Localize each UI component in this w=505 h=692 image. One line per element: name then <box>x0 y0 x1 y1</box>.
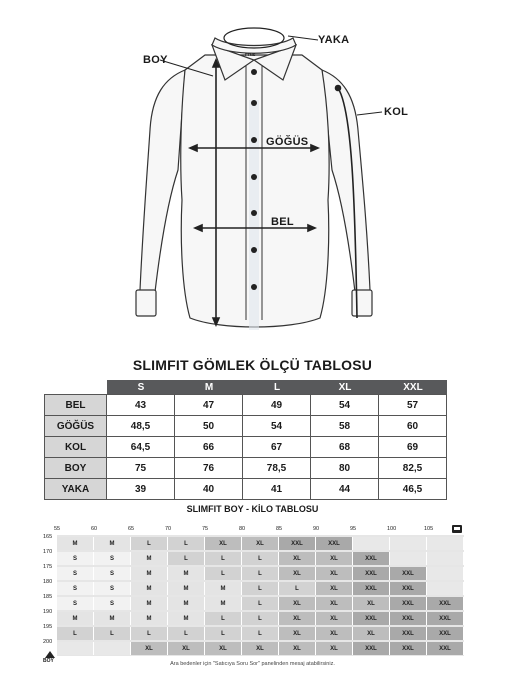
boy-kilo-cell: XXL <box>390 627 427 640</box>
boy-kilo-cell: XXL <box>390 567 427 580</box>
boy-kilo-cell: L <box>242 567 279 580</box>
size-value-cell: 57 <box>379 394 447 416</box>
size-value-cell: 76 <box>175 458 243 479</box>
boy-kilo-cell: XL <box>279 597 316 610</box>
boy-kilo-cell: XXL <box>427 597 464 610</box>
weight-label: 60 <box>91 526 98 532</box>
callout-boy: BOY <box>143 54 168 66</box>
boy-kilo-cell: L <box>242 597 279 610</box>
boy-kilo-cell: L <box>242 627 279 640</box>
boy-kilo-cell: XL <box>316 552 353 565</box>
boy-kilo-cell: XL <box>279 612 316 625</box>
boy-kilo-cell: XXL <box>390 582 427 595</box>
height-label: 200 <box>43 639 53 645</box>
size-value-cell: 75 <box>107 458 175 479</box>
boy-kilo-cell: XL <box>279 552 316 565</box>
boy-kilo-cell: XXL <box>353 642 390 655</box>
size-value-cell: 46,5 <box>379 479 447 500</box>
size-value-cell: 40 <box>175 479 243 500</box>
size-value-cell: 48,5 <box>107 416 175 437</box>
boy-kilo-cell: XXL <box>390 597 427 610</box>
size-header: S <box>107 380 175 394</box>
size-value-cell: 69 <box>379 437 447 458</box>
size-value-cell: 78,5 <box>243 458 311 479</box>
boy-kilo-cell: M <box>131 567 168 580</box>
size-value-cell: 43 <box>107 394 175 416</box>
boy-kilo-cell <box>390 552 427 565</box>
boy-kilo-cell: XXL <box>353 552 390 565</box>
boy-kilo-cell: M <box>131 612 168 625</box>
boy-kilo-cell <box>57 642 94 655</box>
weight-label: 90 <box>313 526 320 532</box>
boy-kilo-cell: S <box>94 567 131 580</box>
boy-kilo-cell: M <box>168 597 205 610</box>
boy-kilo-cell: XXL <box>427 642 464 655</box>
boy-kilo-cell: M <box>168 582 205 595</box>
size-table-row <box>44 394 447 416</box>
boy-kilo-cell: XL <box>168 642 205 655</box>
boy-kilo-cell: L <box>205 627 242 640</box>
row-label: BOY <box>44 458 107 479</box>
weight-label: 100 <box>387 526 397 532</box>
boy-kilo-cell: XL <box>353 597 390 610</box>
boy-kilo-cell: XL <box>131 642 168 655</box>
boy-kilo-cell: XXL <box>390 642 427 655</box>
boy-kilo-cell: XL <box>316 627 353 640</box>
weight-label: 70 <box>165 526 172 532</box>
boy-kilo-cell <box>353 537 390 550</box>
boy-kilo-cell: M <box>205 582 242 595</box>
boy-kilo-cell <box>427 567 464 580</box>
boy-kilo-cell: M <box>94 612 131 625</box>
boy-kilo-cell: XXL <box>427 627 464 640</box>
boy-kilo-cell: L <box>168 627 205 640</box>
boy-kilo-cell: S <box>57 567 94 580</box>
boy-kilo-cell: XL <box>316 612 353 625</box>
boy-kilo-cell: S <box>94 597 131 610</box>
boy-kilo-cell: L <box>131 537 168 550</box>
boy-kilo-cell: M <box>168 612 205 625</box>
boy-kilo-cell: M <box>168 567 205 580</box>
boy-kilo-cell: XL <box>242 642 279 655</box>
weight-label: 55 <box>54 526 61 532</box>
boy-kilo-cell: L <box>205 567 242 580</box>
weight-scale-icon <box>451 524 463 534</box>
boy-kilo-cell <box>427 552 464 565</box>
boy-kilo-cell: M <box>131 597 168 610</box>
height-label: 175 <box>43 564 53 570</box>
weight-label: 80 <box>239 526 246 532</box>
size-header: XL <box>311 380 379 394</box>
height-label: 180 <box>43 579 53 585</box>
boy-kilo-cell: XL <box>353 627 390 640</box>
size-value-cell: 49 <box>243 394 311 416</box>
boy-kilo-cell: S <box>94 552 131 565</box>
callout-gogus: GÖĞÜS <box>266 136 309 148</box>
size-table-row <box>44 458 447 479</box>
boy-kilo-cell: S <box>94 582 131 595</box>
boy-kilo-cell: XL <box>316 567 353 580</box>
boy-kilo-cell: M <box>131 582 168 595</box>
row-label: GÖĞÜS <box>44 416 107 437</box>
weight-label: 85 <box>276 526 283 532</box>
boy-kilo-cell: XXL <box>353 612 390 625</box>
boy-kilo-cell: M <box>57 612 94 625</box>
boy-kilo-cell: L <box>205 552 242 565</box>
callout-kol: KOL <box>384 106 409 118</box>
row-label: YAKA <box>44 479 107 500</box>
boy-kilo-cell: XXL <box>279 537 316 550</box>
size-value-cell: 66 <box>175 437 243 458</box>
boy-kilo-cell: M <box>57 537 94 550</box>
row-label: KOL <box>44 437 107 458</box>
boy-kilo-cell: L <box>205 612 242 625</box>
boy-kilo-cell: XXL <box>353 567 390 580</box>
size-table-title: SLIMFIT GÖMLEK ÖLÇÜ TABLOSU <box>132 357 373 373</box>
boy-kilo-cell <box>427 582 464 595</box>
size-value-cell: 54 <box>243 416 311 437</box>
boy-kilo-cell: XL <box>316 597 353 610</box>
height-axis-label: BOY <box>43 658 54 664</box>
boy-kilo-cell: L <box>242 552 279 565</box>
boy-kilo-cell <box>427 537 464 550</box>
weight-label: 95 <box>350 526 357 532</box>
size-value-cell: 60 <box>379 416 447 437</box>
row-label: BEL <box>44 394 107 416</box>
boy-kilo-cell: XL <box>316 582 353 595</box>
boy-kilo-cell: XXL <box>390 612 427 625</box>
boy-kilo-cell: L <box>242 612 279 625</box>
boy-kilo-cell: XL <box>205 537 242 550</box>
boy-kilo-cell: L <box>168 537 205 550</box>
height-label: 195 <box>43 624 53 630</box>
boy-kilo-cell: M <box>131 552 168 565</box>
size-value-cell: 64,5 <box>107 437 175 458</box>
boy-kilo-title: SLIMFIT BOY - KİLO TABLOSU <box>186 504 319 514</box>
boy-kilo-cell: XXL <box>427 612 464 625</box>
size-table-row <box>44 416 447 437</box>
size-header: XXL <box>379 380 447 394</box>
size-value-cell: 67 <box>243 437 311 458</box>
boy-kilo-cell: S <box>57 597 94 610</box>
size-table <box>44 380 447 500</box>
boy-kilo-cell: S <box>57 582 94 595</box>
footer-note: Ara bedenler için "Satıcıya Soru Sor" panelinden mesaj atabilirsiniz. <box>170 661 335 667</box>
callout-bel: BEL <box>271 216 294 228</box>
size-value-cell: 68 <box>311 437 379 458</box>
size-header: M <box>175 380 243 394</box>
boy-kilo-cell: L <box>57 627 94 640</box>
size-table-row <box>44 437 447 458</box>
boy-kilo-cell: L <box>168 552 205 565</box>
collar-tag: FTNS <box>245 52 256 57</box>
boy-kilo-cell: XL <box>242 537 279 550</box>
boy-kilo-cell: M <box>94 537 131 550</box>
weight-label: 105 <box>424 526 434 532</box>
boy-kilo-cell: XL <box>316 642 353 655</box>
size-value-cell: 41 <box>243 479 311 500</box>
weight-label: 65 <box>128 526 135 532</box>
size-value-cell: 39 <box>107 479 175 500</box>
callout-yaka: YAKA <box>318 34 350 46</box>
height-label: 165 <box>43 534 53 540</box>
boy-kilo-cell: M <box>205 597 242 610</box>
height-label: 170 <box>43 549 53 555</box>
size-value-cell: 44 <box>311 479 379 500</box>
size-header: L <box>243 380 311 394</box>
size-table-row <box>44 479 447 500</box>
boy-kilo-cell: L <box>242 582 279 595</box>
size-value-cell: 50 <box>175 416 243 437</box>
size-value-cell: 47 <box>175 394 243 416</box>
boy-kilo-cell <box>390 537 427 550</box>
boy-kilo-cell: S <box>57 552 94 565</box>
boy-kilo-cell: XXL <box>353 582 390 595</box>
size-value-cell: 80 <box>311 458 379 479</box>
boy-kilo-cell: L <box>94 627 131 640</box>
boy-kilo-cell: XL <box>279 642 316 655</box>
size-value-cell: 58 <box>311 416 379 437</box>
boy-kilo-cell <box>94 642 131 655</box>
height-label: 185 <box>43 594 53 600</box>
height-label: 190 <box>43 609 53 615</box>
size-value-cell: 82,5 <box>379 458 447 479</box>
boy-kilo-cell: XL <box>279 567 316 580</box>
boy-kilo-cell: XL <box>205 642 242 655</box>
size-table-corner <box>44 380 107 394</box>
size-value-cell: 54 <box>311 394 379 416</box>
boy-kilo-cell: L <box>279 582 316 595</box>
boy-kilo-cell: XXL <box>316 537 353 550</box>
weight-label: 75 <box>202 526 209 532</box>
boy-kilo-cell: L <box>131 627 168 640</box>
boy-kilo-cell: XL <box>279 627 316 640</box>
